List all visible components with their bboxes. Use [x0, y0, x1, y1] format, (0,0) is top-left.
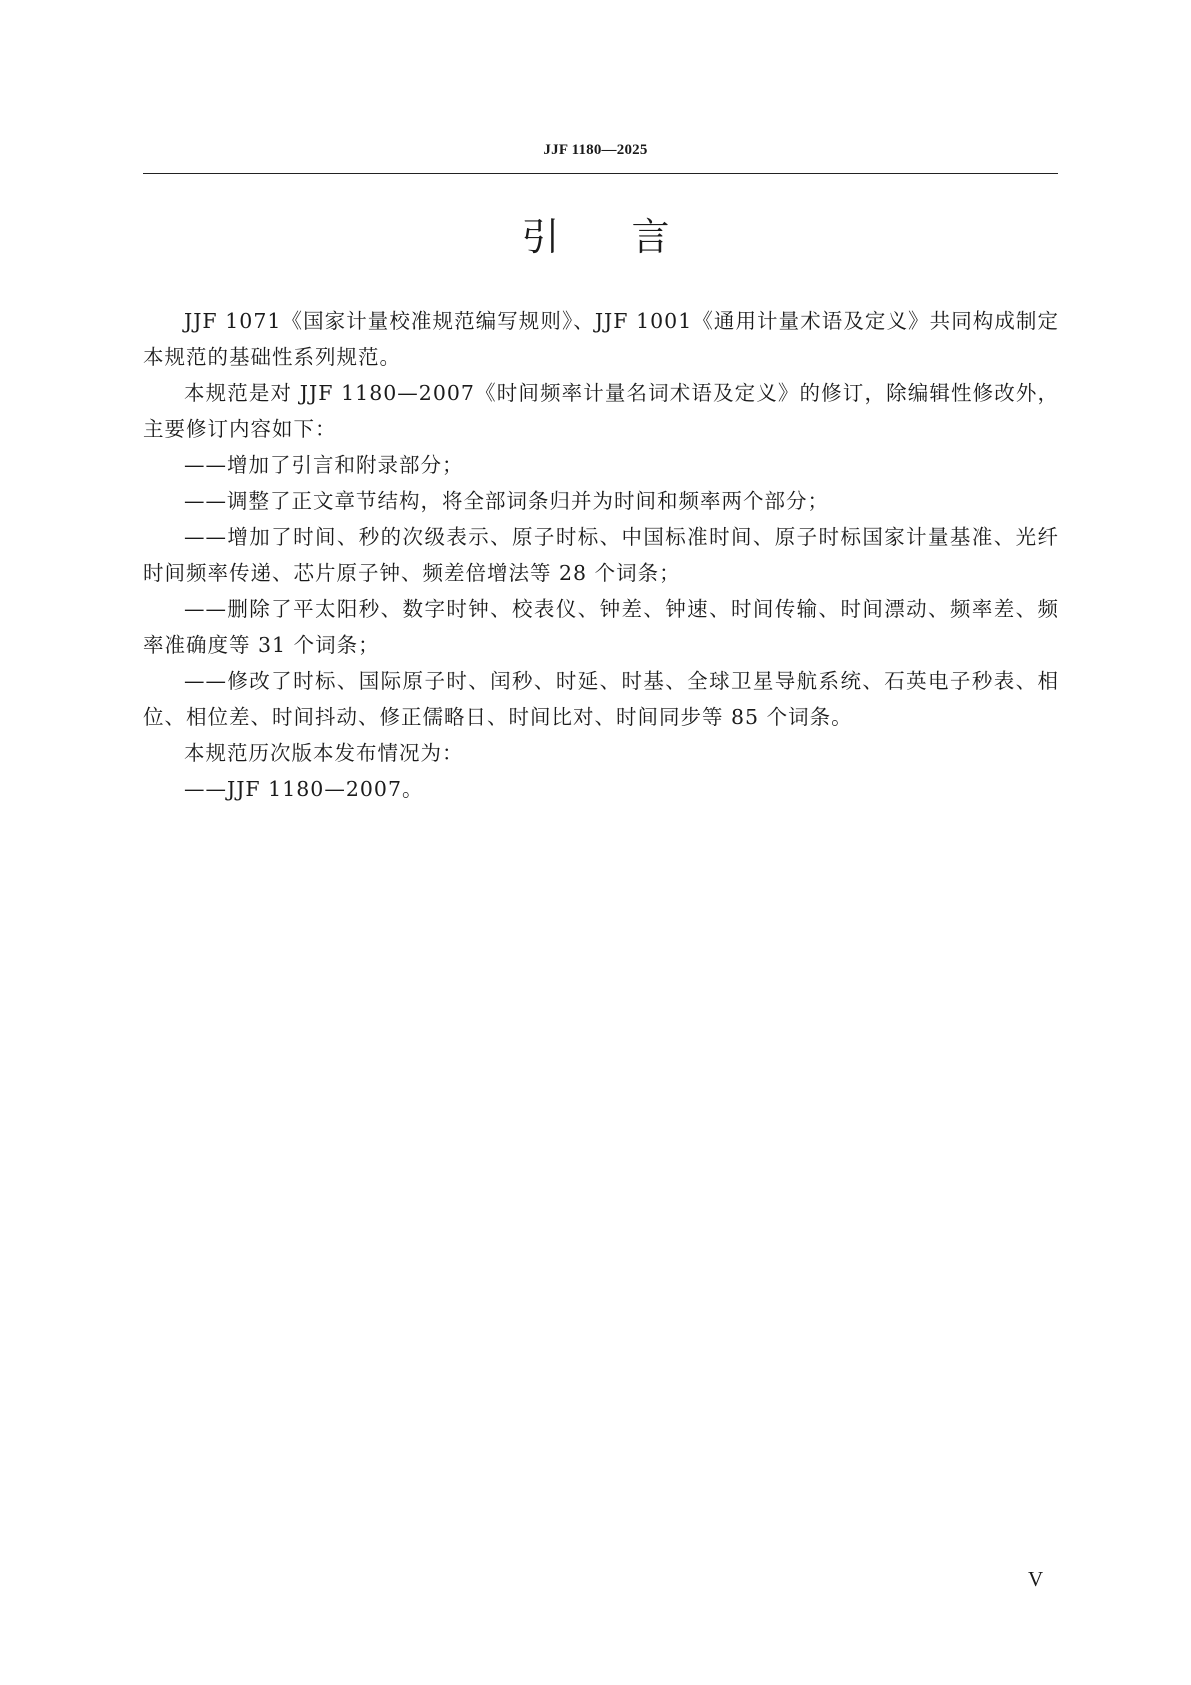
body-text	[143, 303, 1059, 807]
list-item-deleted-terms: ——删除了平太阳秒、数字时钟、校表仪、钟差、钟速、时间传输、时间漂动、频率差、频率准确度等 31 个词条；	[143, 597, 1059, 657]
page-title: 引言	[521, 215, 742, 259]
list-item-added-sections: ——增加了引言和附录部分；	[184, 453, 464, 477]
paragraph-version-history: 本规范历次版本发布情况为：	[184, 741, 464, 765]
list-item-restructured: ——调整了正文章节结构，将全部词条归并为时间和频率两个部分；	[184, 489, 829, 513]
list-item-modified-terms: ——修改了时标、国际原子时、闰秒、时延、时基、全球卫星导航系统、石英电子秒表、相位、相位差、时间抖动、修正儒略日、时间比对、时间同步等 85 个词条。	[143, 669, 1059, 729]
header-divider	[143, 173, 1058, 174]
paragraph-basis-standards: JJF 1071《国家计量校准规范编写规则》、JJF 1001《通用计量术语及定义》共同构成制定本规范的基础性系列规范。	[143, 309, 1059, 369]
page-number: V	[1028, 1567, 1044, 1591]
list-item-added-terms: ——增加了时间、秒的次级表示、原子时标、中国标准时间、原子时标国家计量基准、光纤时间频率传递、芯片原子钟、频差倍增法等 28 个词条；	[143, 525, 1059, 585]
document-code-header: JJF 1180—2025	[543, 142, 648, 158]
list-item-previous-version: ——JJF 1180—2007。	[184, 777, 424, 801]
paragraph-revision-intro: 本规范是对 JJF 1180—2007《时间频率计量名词术语及定义》的修订，除编辑性修改外，主要修订内容如下：	[143, 381, 1059, 441]
